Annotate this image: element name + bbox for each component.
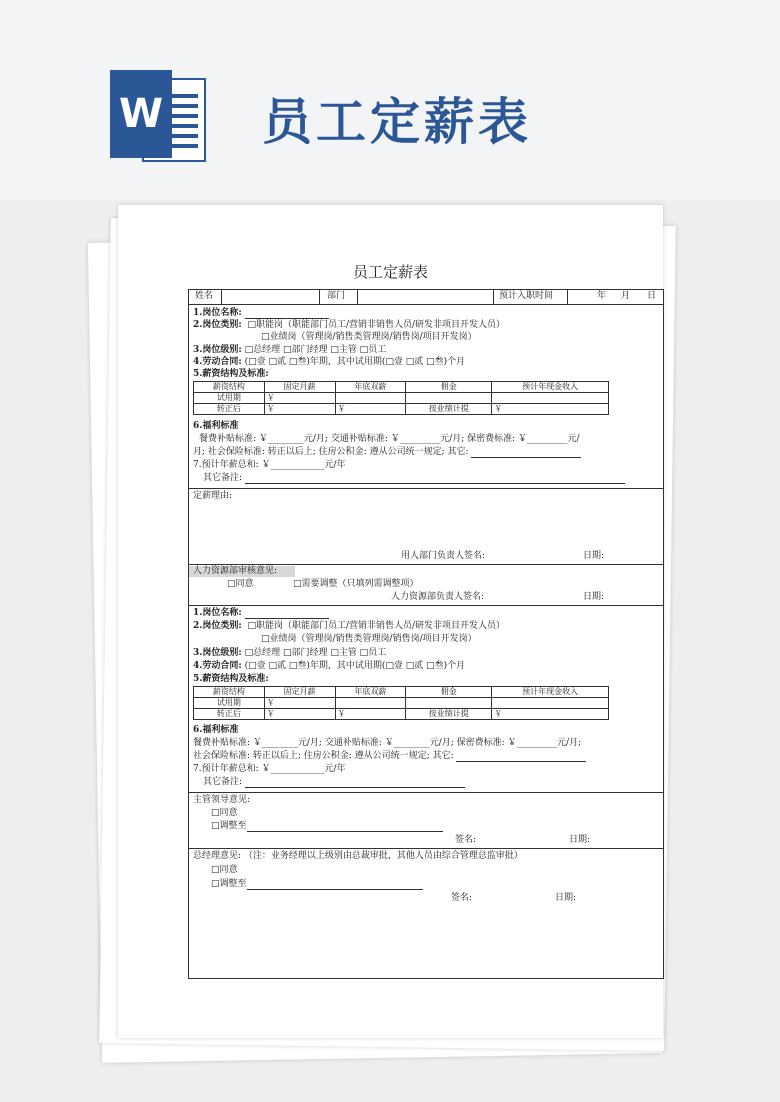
salary-form xyxy=(188,289,664,979)
s2-q1: 1.岗位名称: xyxy=(193,609,329,619)
table-row: 转正后 ￥ ￥ 按业绩计提 ￥ xyxy=(194,709,609,720)
header-row: 姓名 部门 预计入职时间 年 月 日 xyxy=(195,291,657,301)
table-row: 薪资结构 固定月薪 年底双薪 佣金 预计年现金收入 xyxy=(194,382,609,393)
banner xyxy=(0,0,780,200)
s1-q2b: □业绩岗（管理岗/销售类管理岗/销售岗/项目开发岗） xyxy=(261,332,477,342)
s1-q2: 2.岗位类别: □职能岗（职能部门员工/营销非销售人员/研发非项目开发人员） xyxy=(193,320,506,330)
hr-date: 日期: xyxy=(583,592,605,602)
table-row: 薪资结构 固定月薪 年底双薪 佣金 预计年现金收入 xyxy=(194,687,609,698)
dept-head-date: 日期: xyxy=(583,551,605,561)
s2-q4: 4.劳动合同: (□壹 □贰 □叁)年期，其中试用期(□壹 □贰 □叁)个月 xyxy=(193,661,466,671)
s1-q6a: 餐费补贴标准: ￥________元/月; 交通补贴标准: ￥_________元/月; 保密费标准: ￥_________元/ xyxy=(199,434,580,444)
table-row: 转正后 ￥ ￥ 按业绩计提 ￥ xyxy=(194,404,609,415)
s2-q2: 2.岗位类别: □职能岗（职能部门员工/营销非销售人员/研发非项目开发人员） xyxy=(193,621,506,631)
hr-agree-checkbox[interactable]: □同意 xyxy=(227,579,254,589)
s2-q6: 6.福利标准 xyxy=(193,725,239,735)
gm-title: 总经理意见: （注：业务经理以上级别由总裁审批，其他人员由综合管理总监审批） xyxy=(193,851,523,861)
mgr-title: 主管领导意见: xyxy=(193,795,251,805)
s2-q5: 5.薪资结构及标准: xyxy=(193,674,269,684)
s2-q6a: 餐费补贴标准: ￥________元/月; 交通补贴标准: ￥________元/月; 保密费标准: ￥_________元/月; xyxy=(193,738,582,748)
s1-q4: 4.劳动合同: (□壹 □贰 □叁)年期，其中试用期(□壹 □贰 □叁)个月 xyxy=(193,357,466,367)
gm-sign: 签名: xyxy=(451,893,473,903)
s1-q5: 5.薪资结构及标准: xyxy=(193,369,269,379)
s2-q6b: 社会保险标准: 转正以后上; 住房公积金: 遵从公司统一规定; 其它: xyxy=(193,752,586,762)
reason-label: 定薪理由: xyxy=(193,491,233,501)
s1-salary-table xyxy=(193,381,609,415)
document-page xyxy=(118,205,663,1038)
s1-q8: 其它备注: xyxy=(203,474,625,484)
hr-title: 人力资源部审核意见: xyxy=(193,566,278,576)
hr-sign: 人力资源部负责人签名: xyxy=(391,592,485,602)
table-row: 试用期 ￥ xyxy=(194,393,609,404)
s1-q6b: 月; 社会保险标准: 转正以后上; 住房公积金: 遵从公司统一规定; 其它: xyxy=(193,448,581,458)
mgr-sign: 签名: xyxy=(455,835,477,845)
s2-salary-table xyxy=(193,686,609,720)
s2-q8: 其它备注: xyxy=(203,778,465,788)
document-title: 员工定薪表 xyxy=(352,263,428,281)
s1-q3: 3.岗位级别: □总经理 □部门经理 □主管 □员工 xyxy=(193,345,387,355)
gm-agree-checkbox[interactable]: □同意 xyxy=(211,865,238,875)
s2-q7: 7.预计年薪总和: ￥____________元/年 xyxy=(193,764,346,774)
s2-q2b: □业绩岗（管理岗/销售类管理岗/销售岗/项目开发岗） xyxy=(261,634,477,644)
banner-title: 员工定薪表 xyxy=(262,93,532,151)
s1-q6: 6.福利标准 xyxy=(193,421,239,431)
table-row: 试用期 ￥ xyxy=(194,698,609,709)
gm-adjust-checkbox[interactable]: □调整至 xyxy=(211,880,423,890)
word-icon: W xyxy=(110,70,206,158)
s1-q7: 7.预计年薪总和: ￥____________元/年 xyxy=(193,460,346,470)
mgr-date: 日期: xyxy=(569,835,591,845)
hr-adjust-checkbox[interactable]: □需要调整（只填列需调整项） xyxy=(293,579,419,589)
mgr-adjust-checkbox[interactable]: □调整至 xyxy=(211,822,443,832)
s1-q1: 1.岗位名称: xyxy=(193,309,329,319)
s2-q3: 3.岗位级别: □总经理 □部门经理 □主管 □员工 xyxy=(193,648,387,658)
mgr-agree-checkbox[interactable]: □同意 xyxy=(211,808,238,818)
gm-date: 日期: xyxy=(555,893,577,903)
dept-head-sign: 用人部门负责人签名: xyxy=(401,551,486,561)
